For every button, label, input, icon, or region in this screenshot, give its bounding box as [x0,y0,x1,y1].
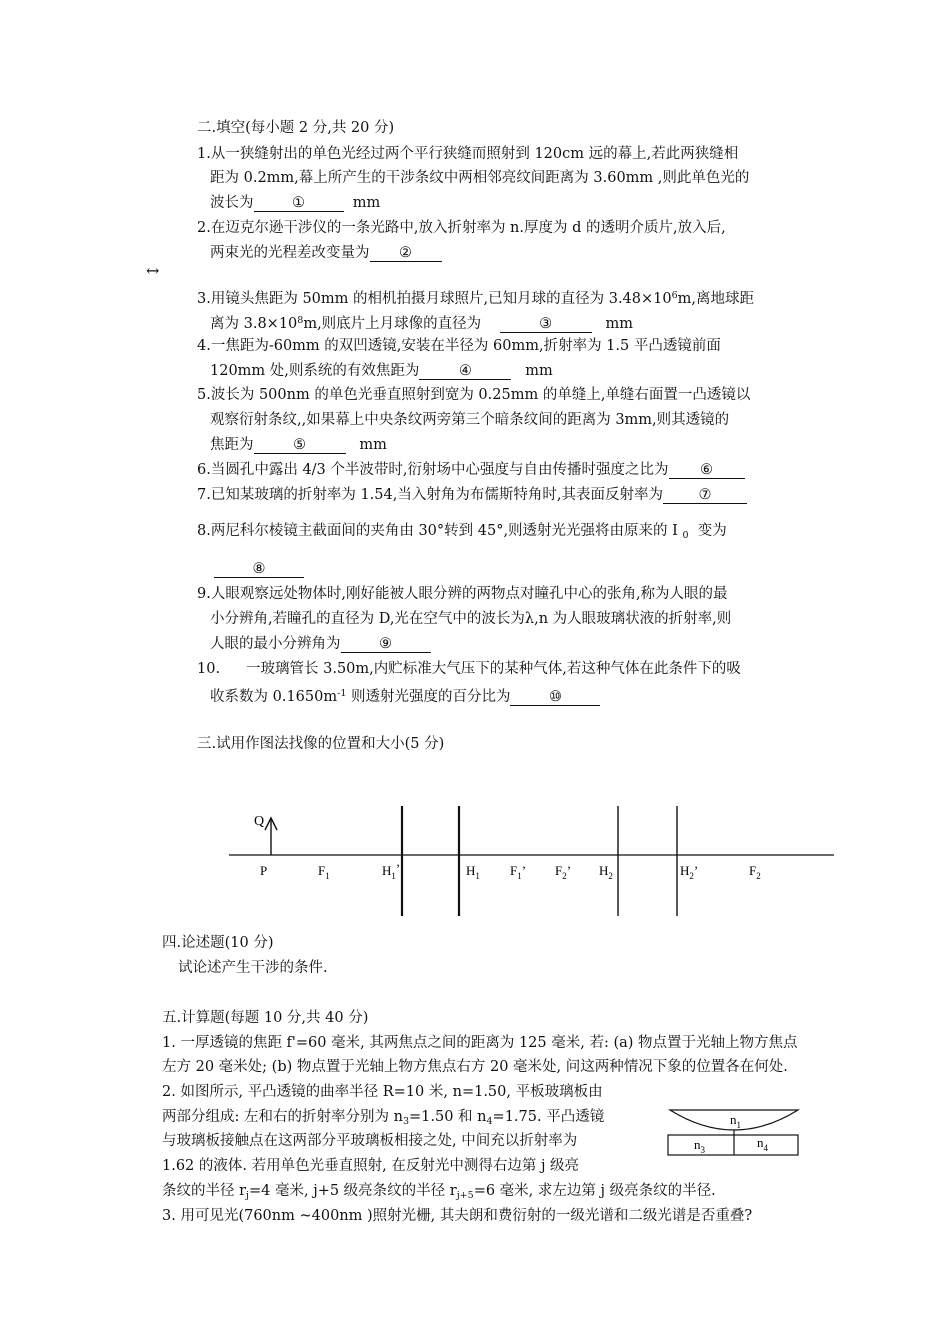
q4-line1: 4.一焦距为-60mm 的双凹透镜,安装在半径为 60mm,折射率为 1.5 平凸透镜前面 [197,338,721,354]
label-H1: $H_1$ [466,863,480,881]
blank-5[interactable]: ⑤ [254,437,346,454]
s5-q1-line2: 左方 20 毫米处; (b) 物点置于光轴上物方焦点右方 20 毫米处, 问这两种情况下象的位置各在何处. [162,1059,788,1075]
q1-line2: 距为 0.2mm,幕上所产生的干涉条纹中两相邻亮纹间距离为 3.60mm ,则此单色光的 [210,170,750,186]
label-n1: $n_1$ [730,1112,741,1130]
q1-line1: 1.从一狭缝射出的单色光经过两个平行狭缝而照射到 120cm 远的幕上,若此两狭缝相 [197,146,739,162]
q4-line2: 120mm 处,则系统的有效焦距为 ④ mm [210,363,553,379]
q1-line3: 波长为 ① mm [210,195,381,211]
q3-line1: 3.用镜头焦距为 50mm 的相机拍摄月球照片,已知月球的直径为 $3.48\times 10^6m$,离地球距 [197,290,755,307]
label-F1-prime: $F_1$’ [510,863,527,881]
q2-line2: 两束光的光程差改变量为 ② [210,244,442,262]
s5-q2-line5: 条纹的半径 $r_j=4$ 毫米, j+5 级亮条纹的半径 $r_{j+5}=6$ 毫米, 求左边第 j 级亮条纹的半径. [162,1183,716,1201]
q9-line3: 人眼的最小分辨角为 ⑨ [210,635,431,653]
label-H2: $H_2$ [599,863,613,881]
s5-q2-line3: 与玻璃板接触点在这两部分平玻璃板相接之处, 中间充以折射率为 [162,1133,578,1149]
section-4-title: 四.论述题(10 分) [162,935,274,951]
s5-q2-line2: 两部分组成: 左和右的折射率分别为 $n_3=1.50$ 和 $n_4=1.75$. 平凸透镜 [162,1109,605,1127]
blank-3[interactable]: ③ [500,316,592,333]
label-F1: $F_1$ [318,863,330,881]
blank-9[interactable]: ⑨ [341,636,431,653]
blank-6[interactable]: ⑥ [669,462,745,479]
blank-8[interactable]: ⑧ [214,561,304,578]
s5-q2-line1: 2. 如图所示, 平凸透镜的曲率半径 R=10 米, n=1.50, 平板玻璃板由 [162,1084,603,1100]
s5-q3-line1: 3. 用可见光(760nm ~400nm )照射光栅, 其夫朗和费衍射的一级光谱和二级光谱是否重叠? [162,1208,753,1224]
blank-10[interactable]: ⑩ [510,689,600,706]
blank-2[interactable]: ② [370,245,442,262]
section-5-title: 五.计算题(每题 10 分,共 40 分) [162,1010,369,1026]
double-arrow-icon: ↔ [146,261,160,280]
q10-line1: 一玻璃管长 3.50m,内贮标准大气压下的某种气体,若这种气体在此条件下的吸 [246,661,741,677]
blank-4[interactable]: ④ [419,363,511,380]
q6-line1: 6.当圆孔中露出 4/3 个半波带时,衍射场中心强度与自由传播时强度之比为 ⑥ [197,461,745,479]
q7-line1: 7.已知某玻璃的折射率为 1.54,当入射角为布儒斯特角时,其表面反射率为 ⑦ [197,486,747,504]
blank-1[interactable]: ① [254,195,344,212]
q5-line2: 观察衍射条纹,,如果幕上中央条纹两旁第三个暗条纹间的距离为 3mm,则其透镜的 [210,412,730,428]
q5-line1: 5.波长为 500nm 的单色光垂直照射到宽为 0.25mm 的单缝上,单缝右面置一凸透镜以 [197,387,751,403]
label-F2: $F_2$ [749,863,761,881]
section-4-question: 试论述产生干涉的条件. [178,960,328,976]
q2-line1: 2.在迈克尔逊干涉仪的一条光路中,放入折射率为 n.厚度为 d 的透明介质片,放入后, [197,220,726,236]
section-3-title: 三.试用作图法找像的位置和大小(5 分) [197,736,445,752]
s5-q1-line1: 1. 一厚透镜的焦距 f'=60 毫米, 其两焦点之间的距离为 125 毫米, 若: (a) 物点置于光轴上物方焦点 [162,1035,798,1051]
label-P: P [260,863,268,878]
label-n3: $n_3$ [694,1137,705,1155]
section-2-title: 二.填空(每小题 2 分,共 20 分) [197,120,395,136]
label-H1-prime: $H_1$’ [382,861,401,881]
q8-line1: 8.两尼科尔棱镜主截面间的夹角由 30°转到 45°,则透射光光强将由原来的 I $_0$ 变为 [197,523,727,541]
q5-line3: 焦距为 ⑤ mm [210,437,387,453]
q10-line2: 收系数为 $0.1650m^{-1}$ 则透射光强度的百分比为 ⑩ [210,685,600,706]
label-H2-prime: $H_2$’ [680,863,699,881]
q3-line2: 离为 $3.8\times 10^8m$,则底片上月球像的直径为 ③ mm [210,315,633,332]
q10-number: 10. [197,661,221,677]
label-n4: $n_4$ [757,1135,768,1153]
glass-plate [668,1135,798,1155]
label-Q: Q [254,814,265,829]
blank-7[interactable]: ⑦ [663,487,747,504]
q9-line2: 小分辨角,若瞳孔的直径为 D,光在空气中的波长为λ,n 为人眼玻璃状液的折射率,则 [210,611,732,627]
q9-line1: 9.人眼观察远处物体时,刚好能被人眼分辨的两物点对瞳孔中心的张角,称为人眼的最 [197,586,728,602]
s5-q2-line4: 1.62 的液体. 若用单色光垂直照射, 在反射光中测得右边第 j 级亮 [162,1158,580,1174]
label-F2-prime: $F_2$’ [555,863,572,881]
